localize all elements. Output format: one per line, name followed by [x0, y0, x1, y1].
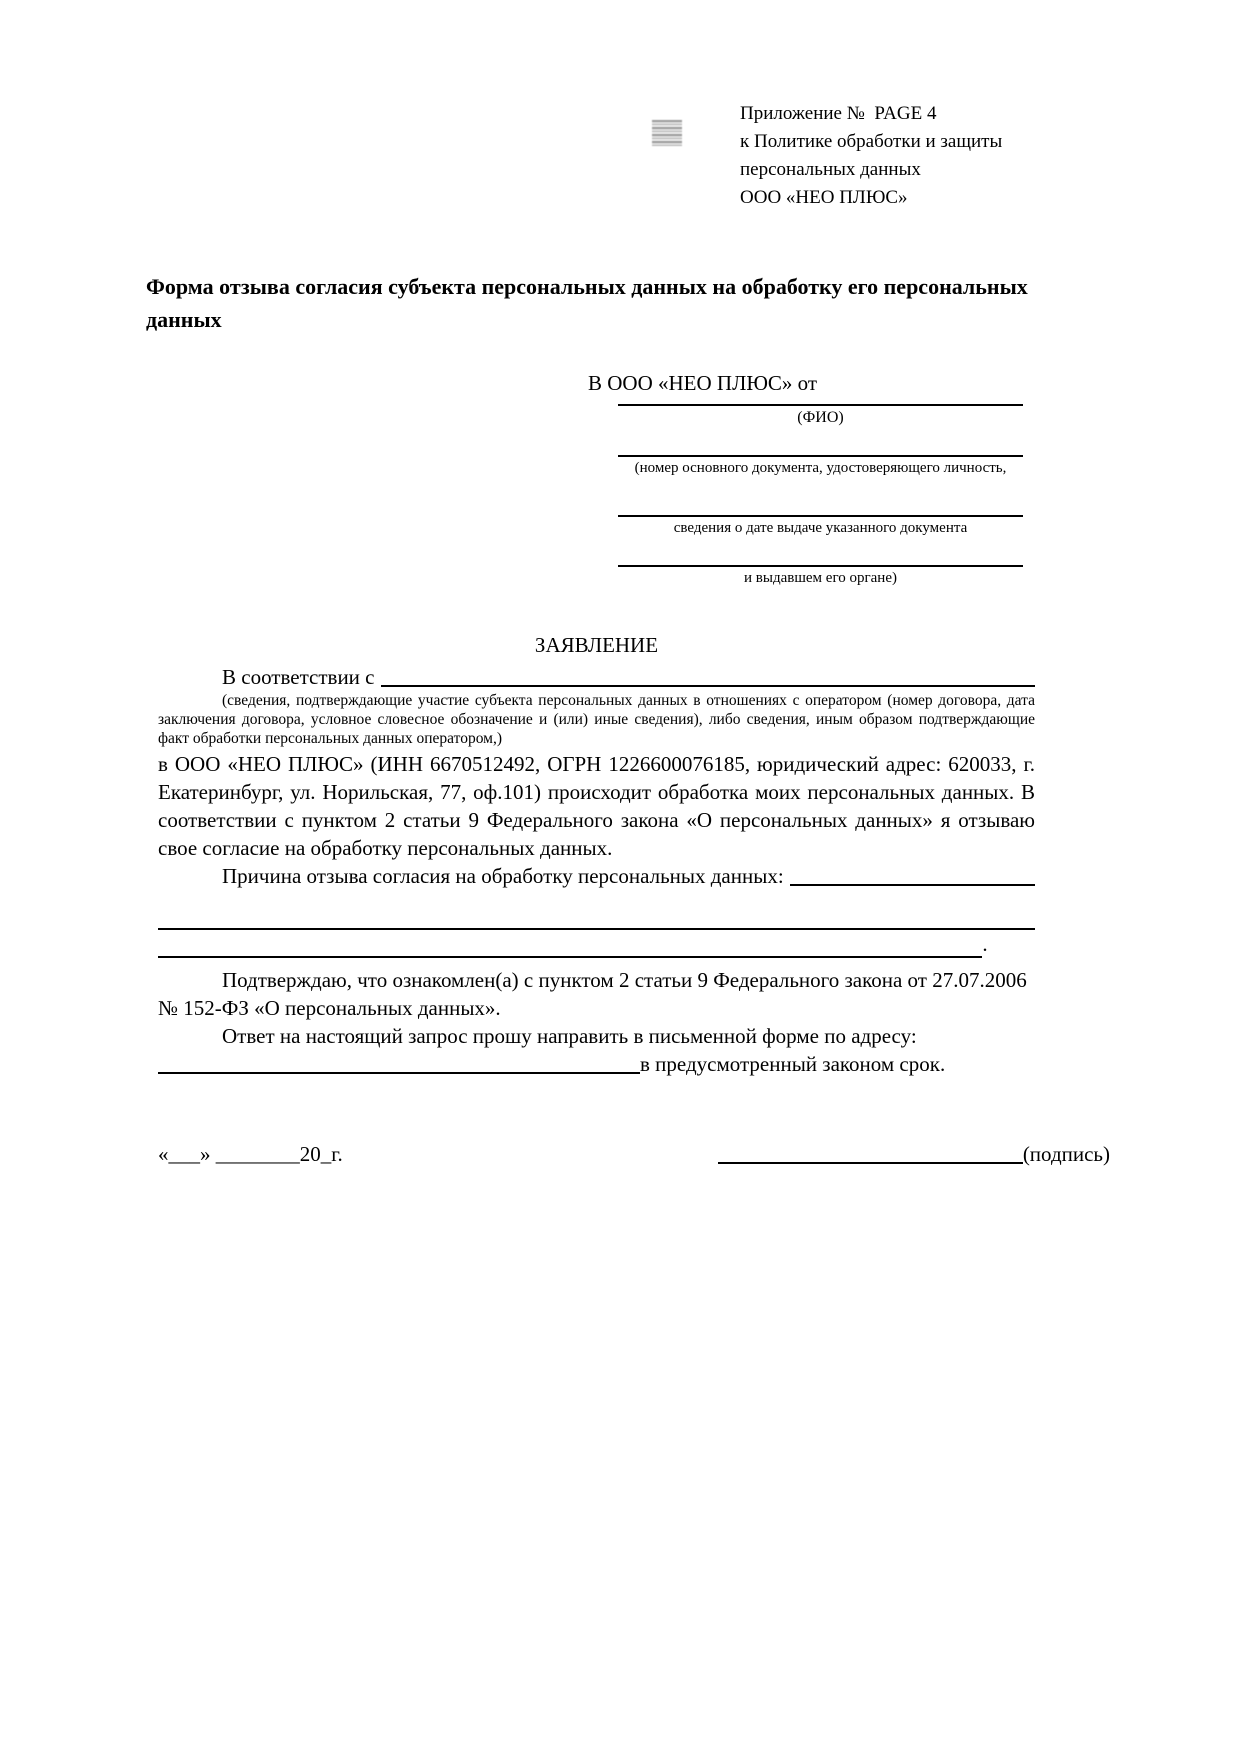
fio-input-line[interactable]: [618, 396, 1023, 406]
intro-prefix: В соответствии с: [222, 665, 375, 689]
signature-caption: (подпись): [1022, 1142, 1110, 1166]
basis-input-line[interactable]: [381, 663, 1036, 687]
appendix-line: Приложение № PAGE 4: [740, 103, 937, 124]
small-print-note: (сведения, подтверждающие участие субъекта персональных данных в отношениях с оператором (номер договора, дата заключения договора, условное словесное обозначение и (или) иные сведения), либо сведения, иным образом подтверждающие факт обработки персональных данных оператором,): [158, 692, 1035, 747]
statement-body: в ООО «НЕО ПЛЮС» (ИНН 6670512492, ОГРН 1226600076185, юридический адрес: 620033, г. Екатеринбург, ул. Норильская, 77, оф.101) происходит обработка моих персональных данных. В соответствии с пунктом 2 статьи 9 Федерального закона «О персональных данных» я отзываю свое согласие на обработку персональных данных.: [158, 752, 1035, 860]
appendix-line: к Политике обработки и защиты: [740, 131, 1003, 152]
reason-row: [158, 862, 1035, 890]
address-input-line[interactable]: [158, 1050, 640, 1074]
fio-field: [618, 396, 1023, 427]
confirmation-paragraph: Подтверждаю, что ознакомлен(а) с пунктом 2 статьи 9 Федерального закона от 27.07.2006 № 152-ФЗ «О персональных данных».: [158, 968, 1027, 1020]
intro-row: [158, 663, 1035, 691]
issue-date-field: [618, 478, 1023, 538]
blurred-field-artifact-icon: [652, 120, 682, 146]
fio-caption: (ФИО): [797, 409, 844, 426]
appendix-line: ООО «НЕО ПЛЮС»: [740, 187, 908, 208]
reason-blank-line-1[interactable]: [158, 890, 1035, 930]
issuing-authority-caption: и выдавшем его органе): [744, 570, 897, 586]
appendix-header: [740, 100, 1035, 212]
appendix-line: персональных данных: [740, 159, 921, 180]
issue-date-caption: сведения о дате выдаче указанного документа: [673, 520, 968, 536]
document-title: Форма отзыва согласия субъекта персональных данных на обработку его персональных данных: [146, 274, 1028, 332]
document-number-field: [618, 427, 1023, 478]
document-number-input-line[interactable]: [618, 427, 1023, 457]
signature-input-line[interactable]: [718, 1140, 1023, 1164]
response-suffix: в предусмотренный законом срок.: [640, 1052, 946, 1076]
document-number-caption: (номер основного документа, удостоверяющего личность,: [634, 460, 1007, 476]
response-request-paragraph: Ответ на настоящий запрос прошу направить в письменной форме по адресу:: [222, 1024, 917, 1048]
issuing-authority-field: [618, 538, 1023, 588]
sentence-period: .: [982, 932, 988, 956]
date-fill-line[interactable]: «___» ________20_г.: [158, 1142, 343, 1166]
addressee-fields: [618, 396, 1023, 588]
signature-group: [718, 1140, 1110, 1168]
issuing-authority-input-line[interactable]: [618, 538, 1023, 567]
reason-input-line[interactable]: [790, 862, 1035, 886]
addressee-line: В ООО «НЕО ПЛЮС» от: [588, 371, 818, 395]
statement-heading: ЗАЯВЛЕНИЕ: [534, 633, 659, 657]
reason-blank-line-2-row: [158, 930, 1035, 958]
reason-prefix: Причина отзыва согласия на обработку персональных данных:: [222, 864, 784, 888]
reason-blank-line-2[interactable]: [158, 930, 982, 958]
signature-row: [158, 1140, 1110, 1168]
address-row: [158, 1050, 1035, 1078]
issue-date-input-line[interactable]: [618, 478, 1023, 517]
